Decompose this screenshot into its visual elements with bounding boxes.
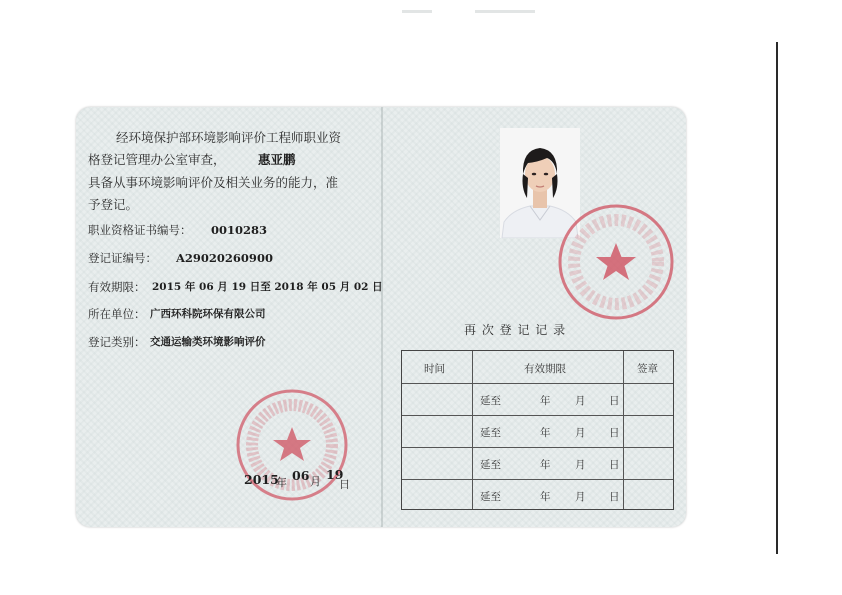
scan-edge-line: [776, 42, 778, 554]
table-row: [402, 383, 673, 416]
table-row: [402, 479, 673, 511]
day-label: 日: [609, 491, 620, 503]
registration-number-label: 登记证编号：: [88, 251, 157, 265]
scan-artifact: [475, 10, 535, 13]
month-label: 月: [575, 491, 586, 503]
header-signature: 签章: [637, 363, 658, 375]
header-time: 时间: [424, 363, 445, 375]
extend-label: 延至: [480, 491, 501, 503]
company-seal: [556, 202, 676, 322]
year-label: 年: [540, 395, 551, 407]
card-fold: [381, 107, 383, 527]
day-label: 日: [609, 427, 620, 439]
category-label: 登记类别：: [88, 335, 146, 349]
extend-label: 延至: [480, 427, 501, 439]
issue-day-suffix: 日: [339, 478, 350, 491]
reregistration-title: 再 次 登 记 记 录: [464, 323, 567, 337]
validity-value: 2015 年 06 月 19 日至 2018 年 05 月 02 日: [152, 281, 383, 293]
unit-label: 所在单位：: [88, 307, 146, 321]
issue-year: 2015: [244, 472, 279, 487]
intro-line-4: 予登记。: [88, 197, 139, 212]
table-row: [402, 415, 673, 448]
unit-value: 广西环科院环保有限公司: [150, 308, 266, 320]
cert-number-value: 0010283: [211, 223, 268, 237]
issue-month-suffix: 月: [310, 475, 321, 488]
table-row: [402, 447, 673, 480]
holder-name: 惠亚鹏: [258, 152, 296, 167]
cert-number-label: 职业资格证书编号：: [88, 223, 192, 237]
category-value: 交通运输类环境影响评价: [150, 336, 266, 348]
year-label: 年: [540, 427, 551, 439]
month-label: 月: [575, 395, 586, 407]
registration-number-value: A29020260900: [176, 251, 273, 265]
scan-artifact: [402, 10, 432, 13]
intro-line-2: 格登记管理办公室审查，: [88, 152, 226, 167]
header-validity: 有效期限: [524, 363, 566, 375]
extend-label: 延至: [480, 395, 501, 407]
certificate-card: [76, 107, 686, 527]
day-label: 日: [609, 395, 620, 407]
year-label: 年: [540, 459, 551, 471]
day-label: 日: [609, 459, 620, 471]
issue-year-suffix: 年: [276, 476, 287, 489]
extend-label: 延至: [480, 459, 501, 471]
year-label: 年: [540, 491, 551, 503]
month-label: 月: [575, 459, 586, 471]
intro-line-1: 经环境保护部环境影响评价工程师职业资: [116, 130, 342, 145]
month-label: 月: [575, 427, 586, 439]
issue-month: 06: [292, 468, 310, 483]
reregistration-table: [401, 350, 674, 510]
issue-day: 19: [326, 467, 344, 482]
intro-line-3: 具备从事环境影响评价及相关业务的能力，准: [88, 175, 339, 190]
validity-label: 有效期限：: [88, 280, 146, 294]
